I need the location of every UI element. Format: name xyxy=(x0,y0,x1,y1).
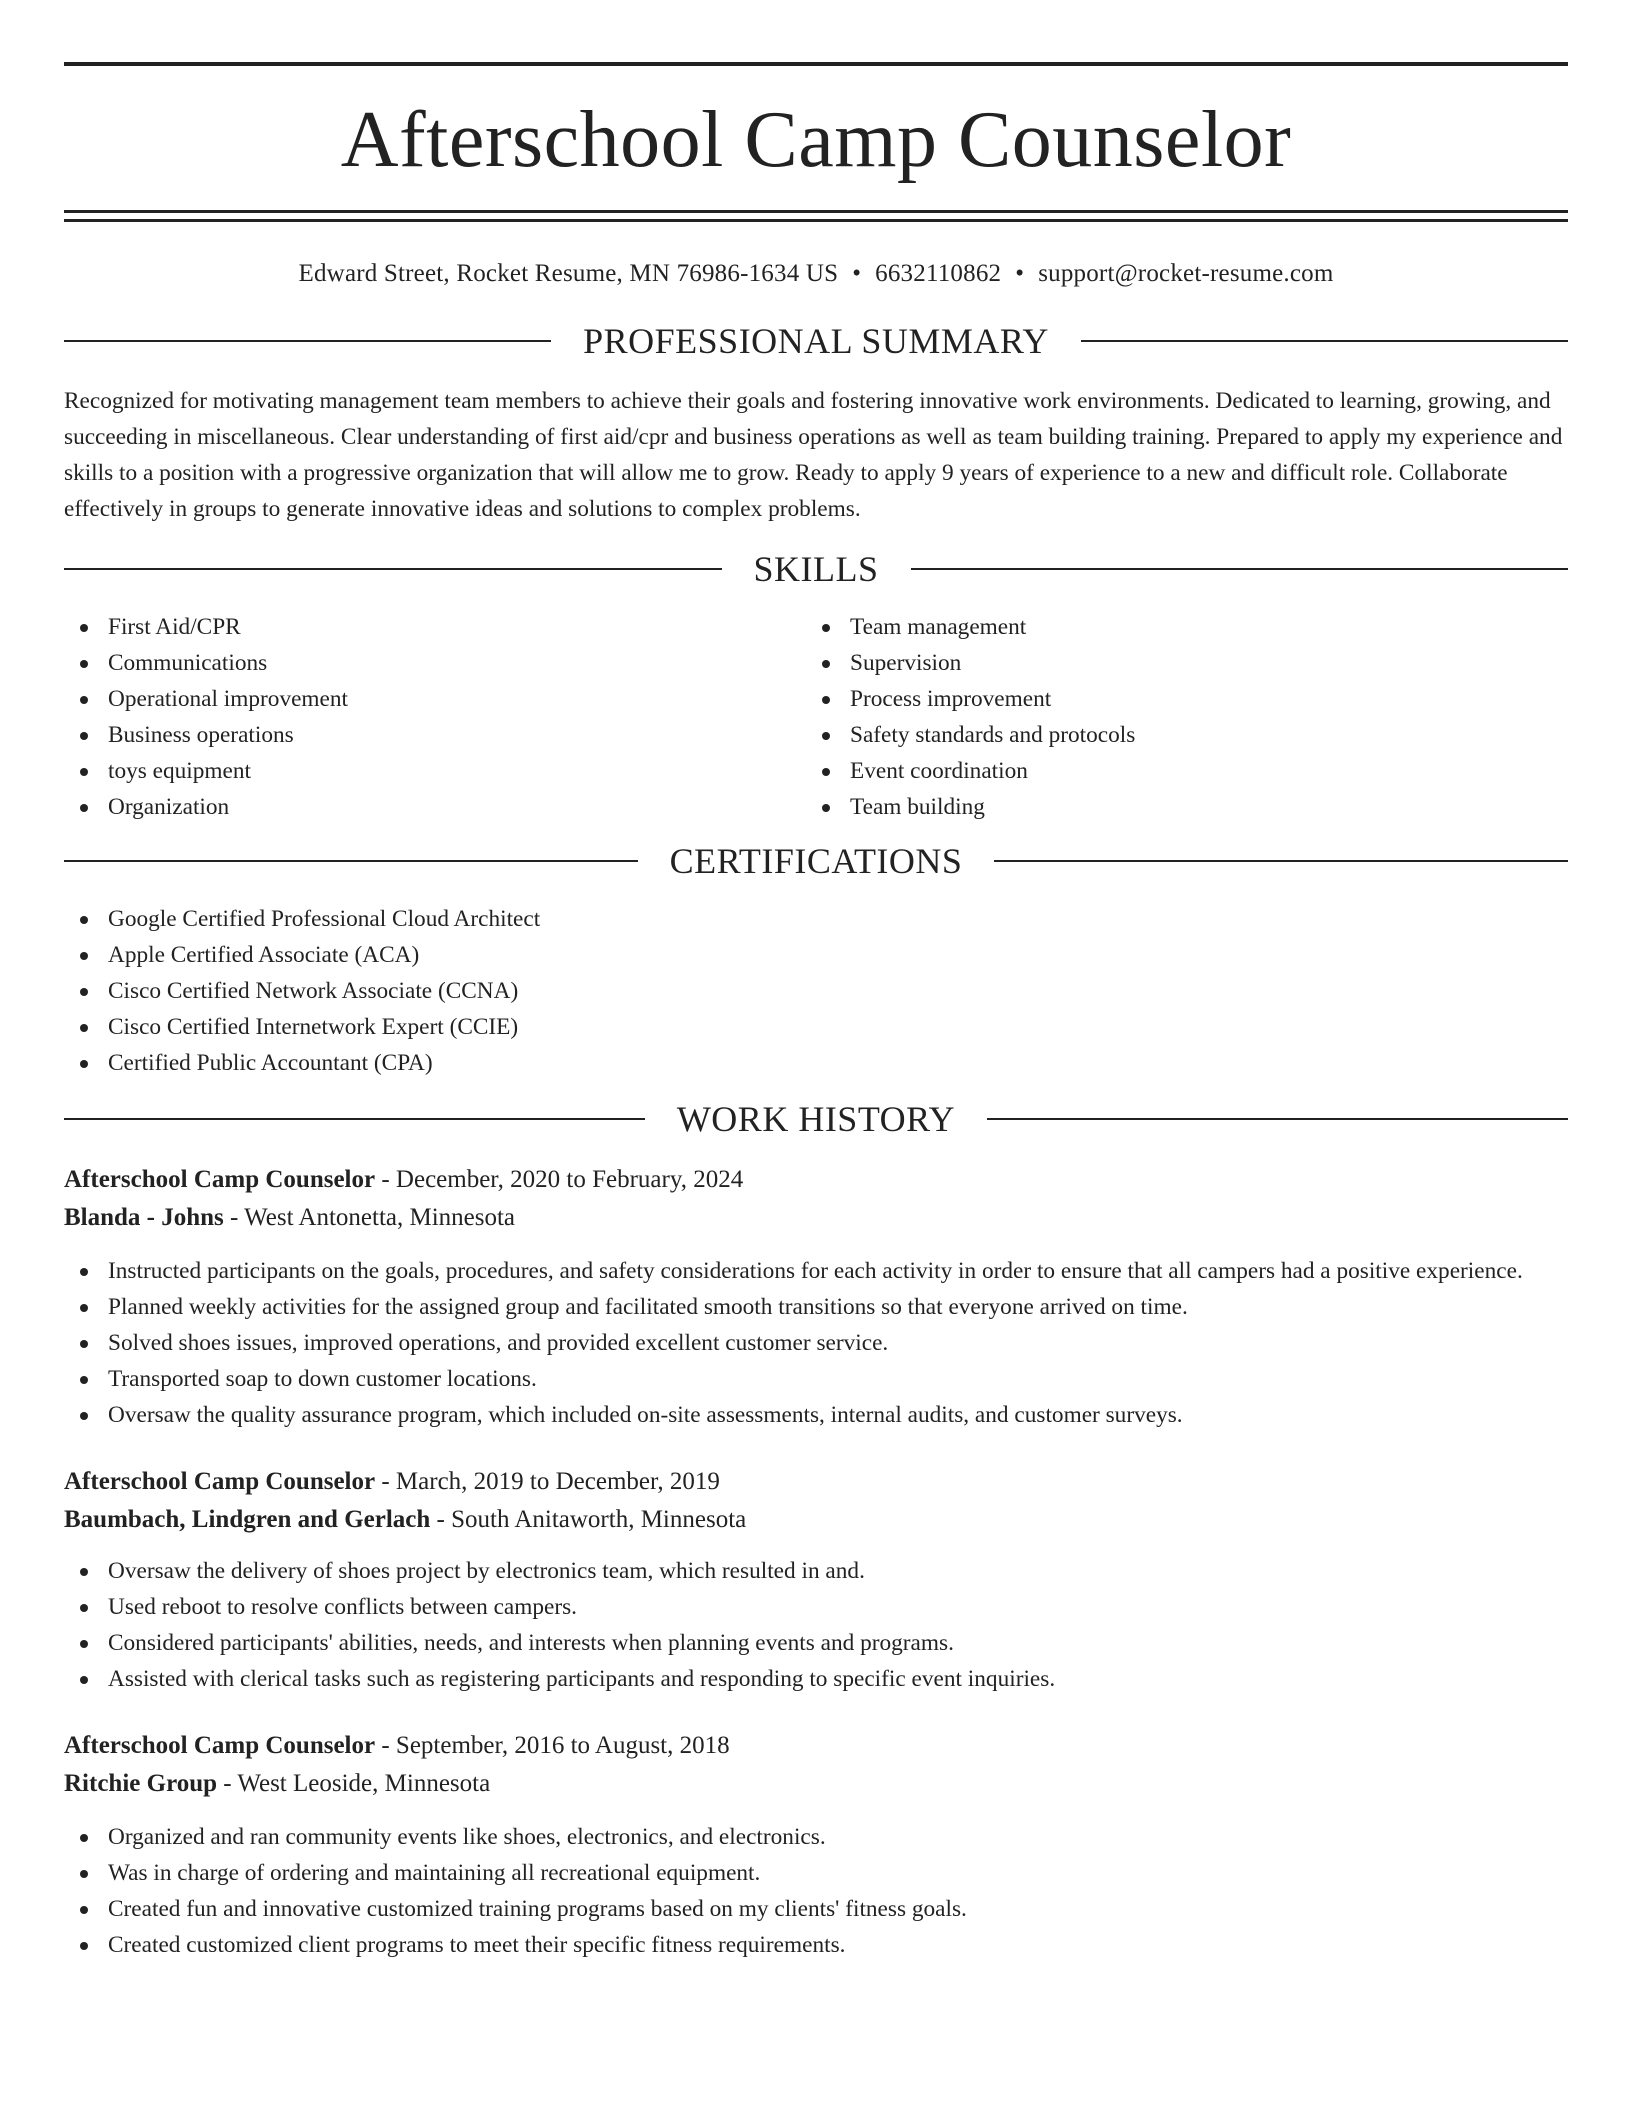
work-history-heading-row xyxy=(64,1101,1568,1137)
heading-rule-right xyxy=(987,1118,1568,1120)
skill-item: Business operations xyxy=(64,717,806,753)
skill-item: toys equipment xyxy=(64,753,806,789)
skill-item: Process improvement xyxy=(806,681,1548,717)
job-title: Afterschool Camp Counselor xyxy=(64,1468,376,1495)
job-entry xyxy=(64,1727,1568,1963)
job-duty: Solved shoes issues, improved operations, and provided excellent customer service. xyxy=(64,1325,1568,1361)
contact-email: support@rocket-resume.com xyxy=(1038,260,1334,287)
job-duty: Transported soap to down customer locations. xyxy=(64,1361,1568,1397)
job-company: Ritchie Group xyxy=(64,1770,218,1797)
job-duty: Considered participants' abilities, needs, and interests when planning events and programs. xyxy=(64,1625,1568,1661)
skills-grid xyxy=(64,609,1568,825)
job-company-line xyxy=(64,1501,1568,1539)
job-duties-list xyxy=(64,1819,1568,1963)
job-dates: - September, 2016 to August, 2018 xyxy=(375,1732,730,1759)
certification-item: Google Certified Professional Cloud Architect xyxy=(64,901,1568,937)
job-title: Afterschool Camp Counselor xyxy=(64,1732,376,1759)
certification-item: Cisco Certified Internetwork Expert (CCIE) xyxy=(64,1009,1568,1045)
skills-list-right xyxy=(806,609,1548,825)
job-duty: Oversaw the quality assurance program, which included on-site assessments, internal audits, and customer surveys. xyxy=(64,1397,1568,1433)
work-history-heading: WORK HISTORY xyxy=(676,1099,956,1139)
skill-item: Event coordination xyxy=(806,753,1548,789)
summary-heading: PROFESSIONAL SUMMARY xyxy=(583,321,1049,361)
job-duty: Was in charge of ordering and maintaining all recreational equipment. xyxy=(64,1855,1568,1891)
certification-item: Certified Public Accountant (CPA) xyxy=(64,1045,1568,1081)
job-company-line xyxy=(64,1765,1568,1803)
job-location: - West Antonetta, Minnesota xyxy=(223,1204,516,1231)
title-double-rule xyxy=(64,210,1568,222)
heading-rule-left xyxy=(64,1118,645,1120)
job-title-line xyxy=(64,1727,1568,1765)
certification-item: Apple Certified Associate (ACA) xyxy=(64,937,1568,973)
contact-separator: • xyxy=(852,260,862,287)
contact-phone: 6632110862 xyxy=(875,260,1002,287)
job-company: Blanda - Johns xyxy=(64,1204,224,1231)
contact-line xyxy=(64,260,1568,288)
contact-separator: • xyxy=(1015,260,1025,287)
job-company: Baumbach, Lindgren and Gerlach xyxy=(64,1506,431,1533)
contact-address: Edward Street, Rocket Resume, MN 76986-1634 US xyxy=(298,260,839,287)
skills-heading-row xyxy=(64,551,1568,587)
job-duties-list xyxy=(64,1253,1568,1433)
job-duty: Created customized client programs to meet their specific fitness requirements. xyxy=(64,1927,1568,1963)
skill-item: Operational improvement xyxy=(64,681,806,717)
summary-text: Recognized for motivating management team members to achieve their goals and fostering innovative work environments. Dedicated to learning, growing, and succeeding in miscellaneous. Clear understanding of first aid/cpr and business operations as well as team building training. Prepared to apply my experience and skills to a position with a progressive organization that will allow me to grow. Ready to apply 9 years of experience to a new and difficult role. Collaborate effectively in groups to generate innovative ideas and solutions to complex problems. xyxy=(64,388,1563,522)
job-duty: Planned weekly activities for the assigned group and facilitated smooth transitions so that everyone arrived on time. xyxy=(64,1289,1568,1325)
skill-item: First Aid/CPR xyxy=(64,609,806,645)
skill-item: Communications xyxy=(64,645,806,681)
job-duty: Oversaw the delivery of shoes project by electronics team, which resulted in and. xyxy=(64,1553,1568,1589)
job-title-line xyxy=(64,1463,1568,1501)
job-dates: - March, 2019 to December, 2019 xyxy=(375,1468,720,1495)
heading-rule-left xyxy=(64,568,722,570)
job-entry xyxy=(64,1161,1568,1433)
job-entry xyxy=(64,1463,1568,1697)
certifications-heading-row xyxy=(64,843,1568,879)
job-duty: Used reboot to resolve conflicts between campers. xyxy=(64,1589,1568,1625)
job-company-line xyxy=(64,1199,1568,1237)
job-title: Afterschool Camp Counselor xyxy=(64,1166,376,1193)
job-duty: Created fun and innovative customized training programs based on my clients' fitness goals. xyxy=(64,1891,1568,1927)
skills-heading: SKILLS xyxy=(753,549,879,589)
skill-item: Team management xyxy=(806,609,1548,645)
certifications-list xyxy=(64,901,1568,1081)
job-duty: Organized and ran community events like shoes, electronics, and electronics. xyxy=(64,1819,1568,1855)
job-duties-list xyxy=(64,1553,1568,1697)
job-dates: - December, 2020 to February, 2024 xyxy=(375,1166,744,1193)
skill-item: Supervision xyxy=(806,645,1548,681)
skills-list-left xyxy=(64,609,806,825)
heading-rule-left xyxy=(64,340,551,342)
heading-rule-right xyxy=(1081,340,1568,342)
job-title-line xyxy=(64,1161,1568,1199)
certification-item: Cisco Certified Network Associate (CCNA) xyxy=(64,973,1568,1009)
skill-item: Safety standards and protocols xyxy=(806,717,1548,753)
heading-rule-left xyxy=(64,860,638,862)
skill-item: Organization xyxy=(64,789,806,825)
job-location: - South Anitaworth, Minnesota xyxy=(430,1506,747,1533)
resume-title: Afterschool Camp Counselor xyxy=(340,96,1292,184)
heading-rule-right xyxy=(911,568,1569,570)
summary-heading-row xyxy=(64,323,1568,359)
job-duty: Instructed participants on the goals, procedures, and safety considerations for each activity in order to ensure that all campers had a positive experience. xyxy=(64,1253,1568,1289)
certifications-heading: CERTIFICATIONS xyxy=(669,841,963,881)
job-location: - West Leoside, Minnesota xyxy=(217,1770,491,1797)
heading-rule-right xyxy=(994,860,1568,862)
skill-item: Team building xyxy=(806,789,1548,825)
job-duty: Assisted with clerical tasks such as registering participants and responding to specific event inquiries. xyxy=(64,1661,1568,1697)
